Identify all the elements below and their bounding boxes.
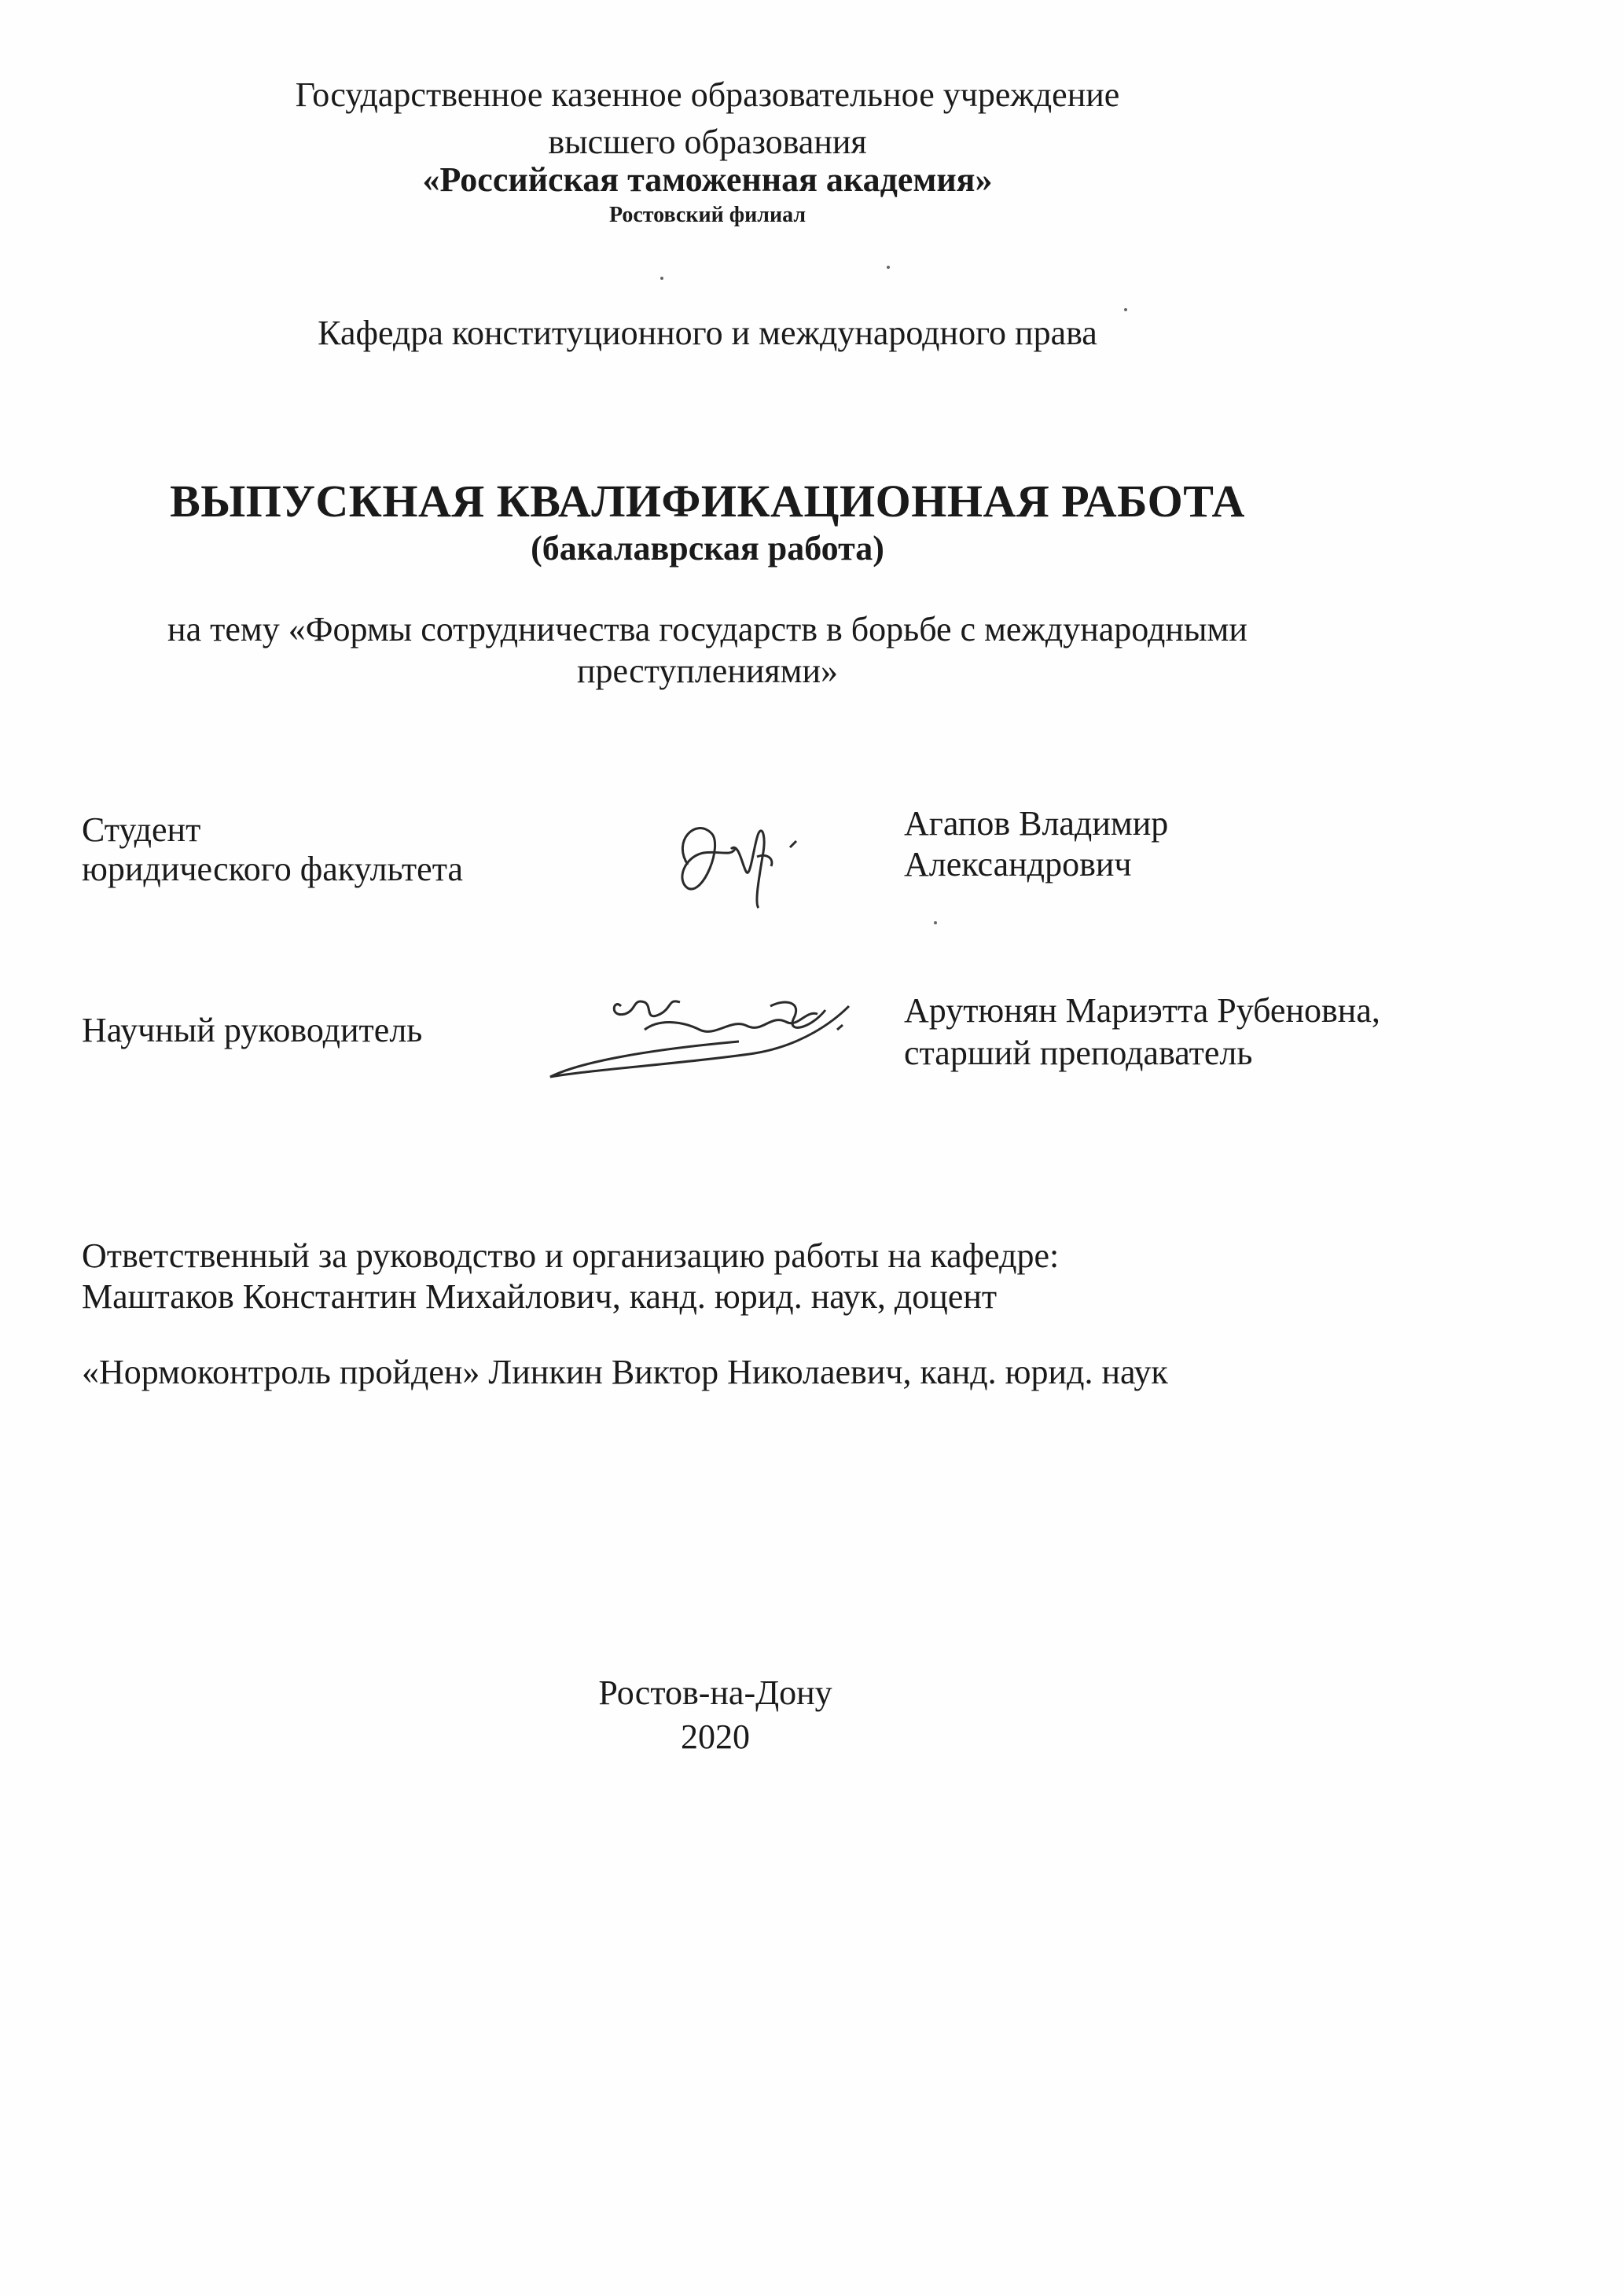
- supervisor-label: Научный руководитель: [82, 1011, 423, 1049]
- city: Ростов-на-Дону: [598, 1673, 832, 1712]
- year: 2020: [681, 1717, 750, 1756]
- scan-speck: [660, 277, 663, 280]
- responsible-label: Ответственный за руководство и организацию работы на кафедре:: [82, 1236, 1060, 1275]
- supervisor-position: старший преподаватель: [904, 1034, 1253, 1072]
- student-label: Студент: [82, 810, 201, 849]
- responsible-person: Маштаков Константин Михайлович, канд. юрид. наук, доцент: [82, 1277, 998, 1316]
- theme-line-2: преступлениями»: [576, 652, 839, 690]
- student-faculty-label: юридического факультета: [82, 850, 463, 888]
- scan-speck: [934, 921, 937, 924]
- scan-speck: [1124, 308, 1127, 311]
- org-name: «Российская таможенная академия»: [422, 160, 993, 199]
- student-name-line-2: Александрович: [904, 845, 1132, 884]
- department: Кафедра конституционного и международного права: [318, 314, 1097, 352]
- org-line-1: Государственное казенное образовательное учреждение: [295, 75, 1120, 114]
- theme-line-1: на тему «Формы сотрудничества государств в борьбе с международными: [167, 610, 1247, 648]
- branch-name: Ростовский филиал: [608, 203, 806, 227]
- document-title: ВЫПУСКНАЯ КВАЛИФИКАЦИОННАЯ РАБОТА: [170, 476, 1245, 527]
- document-subtitle: (бакалаврская работа): [531, 529, 884, 568]
- student-signature: [656, 810, 806, 920]
- supervisor-name: Арутюнян Мариэтта Рубеновна,: [904, 991, 1380, 1030]
- student-name-line-1: Агапов Владимир: [904, 804, 1169, 843]
- org-line-2: высшего образования: [548, 123, 867, 161]
- normcontrol-note: «Нормоконтроль пройден» Линкин Виктор Николаевич, канд. юрид. наук: [82, 1353, 1168, 1391]
- scan-speck: [887, 266, 890, 269]
- supervisor-signature: [535, 975, 865, 1093]
